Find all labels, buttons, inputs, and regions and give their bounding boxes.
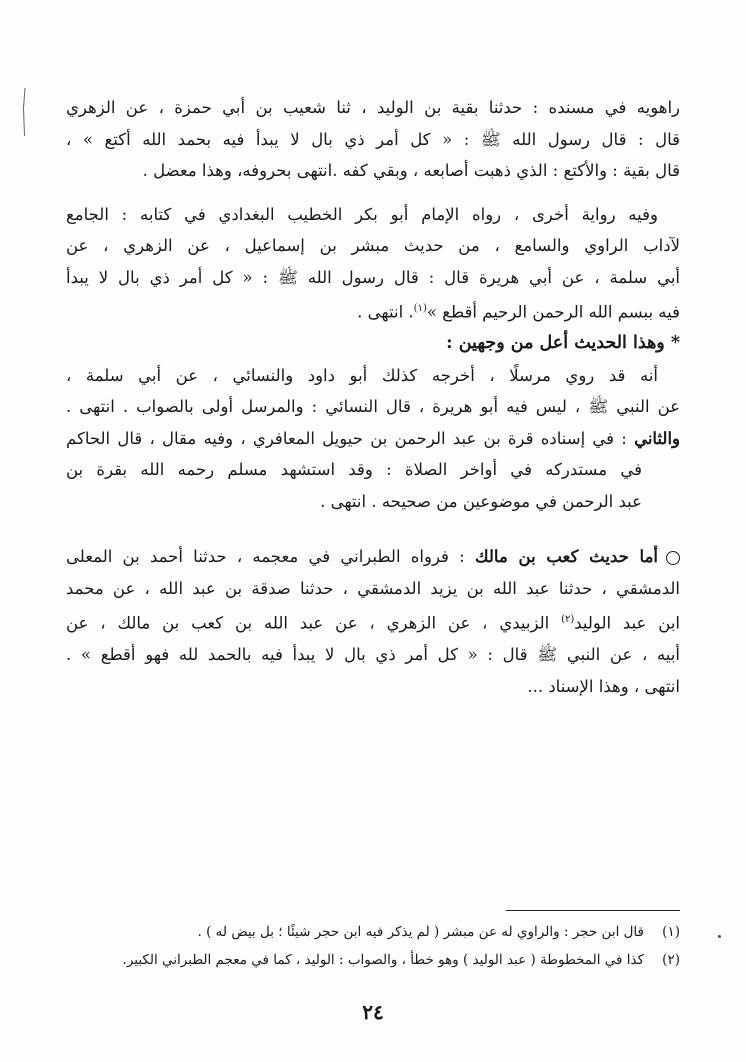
heading-line: * وهذا الحديث أعل من وجهين : <box>446 333 680 353</box>
text-line: انتهى ، وهذا الإسناد ... <box>527 676 680 696</box>
footnotes <box>66 918 680 974</box>
footnote-1 <box>66 918 680 946</box>
text-line: قال بقية : والأكتع : الذي ذهبت أصابعه ، وبقي كفه .انتهى بحروفه، وهذا معضل . <box>142 161 680 180</box>
main-text <box>66 92 680 702</box>
text-line: الدمشقي ، حدثنا عبد الله بن يزيد الدمشقي ، حدثنا صدقة بن عبد الله ، عن محمد <box>66 578 680 598</box>
text-fragment: . انتهى . <box>357 302 414 322</box>
footnote-ref-1: (١) <box>413 303 427 314</box>
text-line <box>66 423 680 455</box>
margin-dot <box>718 935 721 938</box>
footnote-number: (١) <box>662 924 680 940</box>
text-fragment: الزبيدي ، عن الزهري ، عن عبد الله بن كعب بن مالك ، عن <box>66 613 562 633</box>
page-number: ٢٤ <box>362 1000 384 1024</box>
text-line: أبي سلمة ، عن أبي هريرة قال : قال رسول الله ﷺ : « كل أمر ذي بال لا يبدأ <box>66 267 680 287</box>
text-line: قال : قال رسول الله ﷺ : « كل أمر ذي بال لا يبدأ فيه بحمد الله أكتع » ، <box>66 129 680 149</box>
footnote-text: قال ابن حجر : والراوي له عن مبشر ( لم يذكر فيه ابن حجر شيئًا ؛ بل بيض له ) . <box>197 924 644 940</box>
section-heading <box>66 328 680 360</box>
margin-mark <box>22 88 26 136</box>
kaab-label: أما حديث كعب بن مالك <box>474 547 658 566</box>
text-line <box>66 541 680 573</box>
text-fragment: ابن عبد الوليد <box>574 613 680 633</box>
text-line <box>66 293 680 328</box>
text-line: في مستدركه في أواخر الصلاة : وقد استشهد مسلم رحمه الله بقرة بن <box>66 460 642 479</box>
text-fragment: : فرواه الطبراني في معجمه ، حدثنا أحمد بن المعلى <box>66 547 475 566</box>
text-line: راهويه في مسنده : حدثنا بقية بن الوليد ، ثنا شعيب بن أبي حمزة ، عن الزهري <box>66 98 680 117</box>
footnote-divider <box>506 910 680 911</box>
paragraph-3 <box>66 360 680 518</box>
paragraph-1 <box>66 92 680 187</box>
circle-bullet-icon <box>666 551 680 565</box>
footnote-2 <box>66 946 680 974</box>
text-line: عبد الرحمن في موضوعين من صحيحه . انتهى . <box>320 491 642 511</box>
text-line: وفيه رواية أخرى ، رواه الإمام أبو بكر الخطيب البغدادي في كتابه : الجامع <box>66 204 658 224</box>
paragraph-4 <box>66 541 680 702</box>
second-label: والثاني <box>634 428 680 448</box>
text-fragment: : في إسناده قرة بن عبد الرحمن بن حيويل المعافري ، وفيه مقال ، قال الحاكم <box>66 428 635 448</box>
paragraph-2 <box>66 199 680 329</box>
text-line <box>66 604 680 639</box>
text-line: أبيه ، عن النبي ﷺ قال : « كل أمر ذي بال لا يبدأ فيه بالحمد لله فهو أقطع » . <box>66 645 680 664</box>
text-line: لآداب الراوي والسامع ، من حديث مبشر بن إسماعيل ، عن الزهري ، عن <box>66 236 680 255</box>
text-line: عن النبي ﷺ ، ليس فيه أبو هريرة ، قال النسائي : والمرسل أولى بالصواب . انتهى . <box>66 397 680 416</box>
footnote-text: كذا في المخطوطة ( عبد الوليد ) وهو خطأ ، والصواب : الوليد ، كما في معجم الطبراني الكبير. <box>122 952 644 968</box>
footnote-number: (٢) <box>662 952 680 968</box>
footnote-ref-2: (٢) <box>561 614 575 625</box>
text-line: أنه قد روي مرسلًا ، أخرجه كذلك أبو داود والنسائي ، عن أبي سلمة ، <box>66 365 658 385</box>
text-fragment: فيه ببسم الله الرحمن الرحيم أقطع » <box>426 302 680 322</box>
